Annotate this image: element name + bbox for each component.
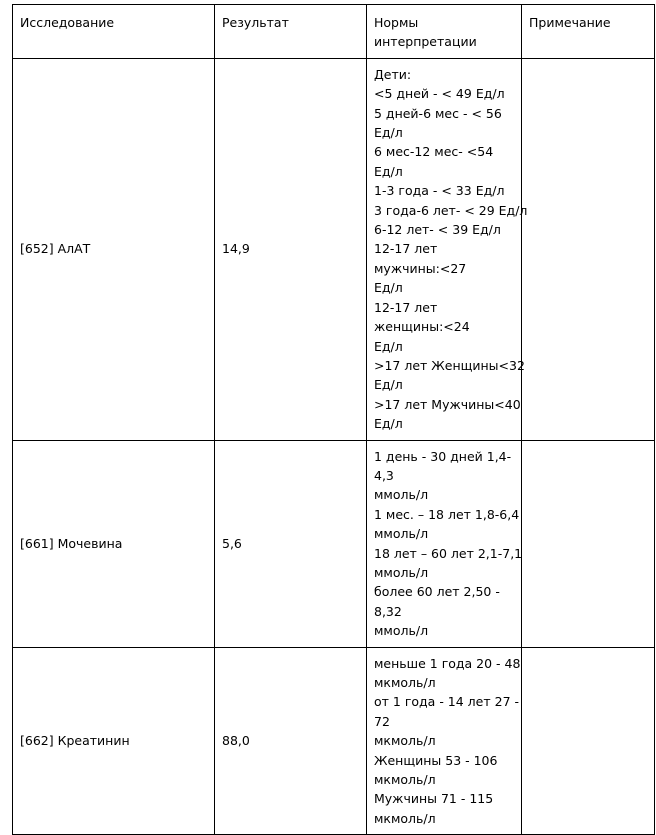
norm-line: 12-17 лет (374, 241, 438, 257)
table-header-row (13, 5, 655, 59)
norm-line: от 1 года - 14 лет 27 - (374, 694, 520, 710)
norm-line: Мужчины 71 - 115 (374, 791, 494, 807)
norm-line: ммоль/л (374, 526, 429, 542)
norm-line: мкмоль/л (374, 772, 436, 788)
header-result: Результат (215, 5, 367, 59)
results-table (12, 4, 655, 835)
norm-line: более 60 лет 2,50 - (374, 584, 500, 600)
norm-line: меньше 1 года 20 - 48 (374, 655, 521, 671)
norm-line: Ед/л (374, 377, 403, 393)
study-cell: [662] Креатинин (13, 647, 215, 835)
norm-line: Ед/л (374, 163, 403, 179)
header-note: Примечание (522, 5, 655, 59)
norm-line: 8,32 (374, 603, 402, 619)
norm-line: <5 дней - < 49 Ед/л (374, 86, 505, 102)
study-cell: [661] Мочевина (13, 440, 215, 647)
norm-line: ммоль/л (374, 487, 429, 503)
norm-line: >17 лет Женщины<32 (374, 357, 525, 373)
norm-line: 6-12 лет- < 39 Ед/л (374, 222, 501, 238)
norms-cell (367, 440, 522, 647)
study-cell: [652] АлАТ (13, 58, 215, 440)
result-cell: 5,6 (215, 440, 367, 647)
norm-line: 1 день - 30 дней 1,4- (374, 448, 512, 464)
norm-line: Ед/л (374, 416, 403, 432)
norm-line: 18 лет – 60 лет 2,1-7,1 (374, 545, 523, 561)
norm-line: 72 (374, 713, 390, 729)
table-row (13, 647, 655, 835)
header-norms-line1: Нормы (374, 15, 419, 30)
norm-line: мкмоль/л (374, 810, 436, 826)
norm-line: >17 лет Мужчины<40 (374, 396, 521, 412)
norms-cell (367, 58, 528, 440)
norm-line: 6 мес-12 мес- <54 (374, 144, 494, 160)
result-cell: 88,0 (215, 647, 367, 835)
norm-line: 1-3 года - < 33 Ед/л (374, 183, 505, 199)
table-row (13, 58, 655, 440)
norm-line: мкмоль/л (374, 733, 436, 749)
note-cell (522, 440, 655, 647)
norm-line: мкмоль/л (374, 675, 436, 690)
norm-line: женщины:<24 (374, 319, 470, 335)
norm-line: 4,3 (374, 467, 394, 483)
norm-line: ммоль/л (374, 564, 429, 580)
norm-line: Ед/л (374, 338, 403, 354)
note-cell (522, 58, 655, 440)
header-norms-line2: интерпретации (374, 34, 477, 50)
result-cell: 14,9 (215, 58, 367, 440)
norm-line: 5 дней-6 мес - < 56 (374, 105, 502, 121)
norms-cell (367, 647, 522, 835)
norm-line: 12-17 лет (374, 299, 438, 315)
norm-line: Дети: (374, 66, 412, 82)
table-row (13, 440, 655, 647)
norm-line: Женщины 53 - 106 (374, 752, 498, 768)
norm-line: Ед/л (374, 125, 403, 141)
norm-line: 3 года-6 лет- < 29 Ед/л (374, 202, 528, 218)
norm-line: мужчины:<27 (374, 260, 467, 276)
norm-line: 1 мес. – 18 лет 1,8-6,4 (374, 506, 520, 522)
header-study: Исследование (13, 5, 215, 59)
header-norms (367, 5, 522, 59)
norm-line: ммоль/л (374, 623, 429, 639)
norm-line: Ед/л (374, 280, 403, 296)
note-cell (522, 647, 655, 835)
